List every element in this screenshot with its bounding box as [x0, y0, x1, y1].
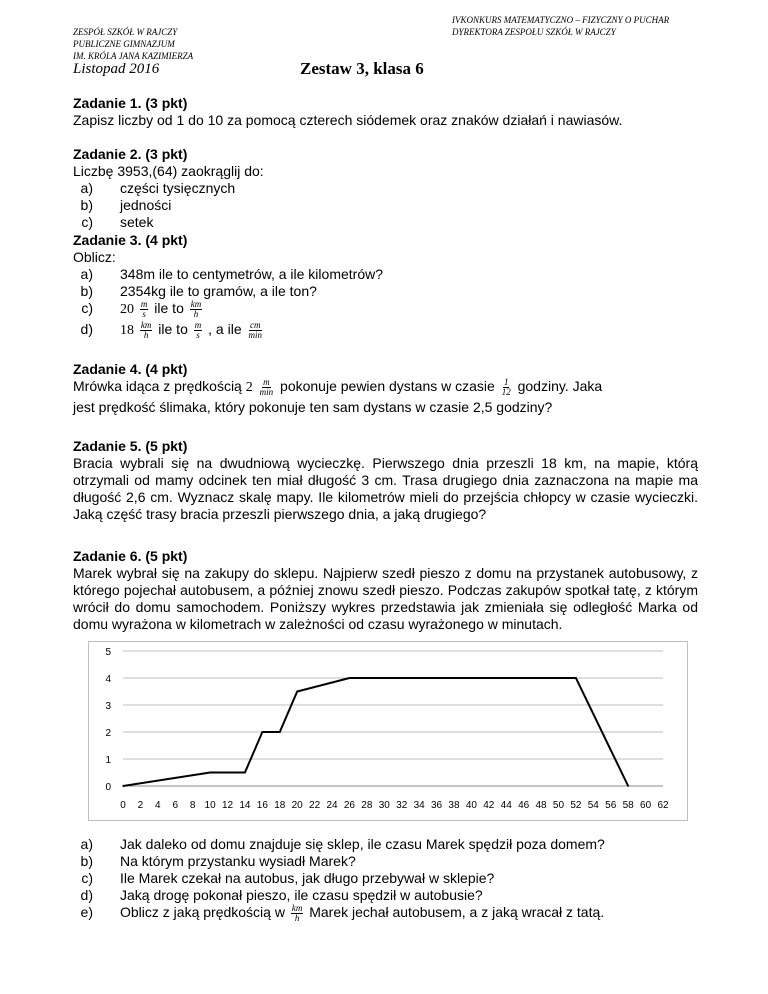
x-tick-label: 48 [535, 800, 547, 811]
x-tick-label: 60 [640, 800, 652, 811]
task-2-text: Liczbę 3953,(64) zaokrąglij do: [73, 163, 264, 179]
list-item: a) części tysięcznych [80, 180, 236, 196]
x-tick-label: 36 [430, 800, 443, 811]
x-tick-label: 4 [155, 800, 161, 811]
data-point [279, 731, 281, 733]
contest-header [452, 14, 669, 38]
x-tick-label: 30 [378, 800, 390, 811]
x-tick-label: 6 [172, 800, 179, 811]
data-point [349, 677, 351, 679]
x-tick-label: 12 [221, 800, 234, 811]
x-tick-label: 8 [189, 800, 196, 811]
task-3-heading: Zadanie 3. (4 pkt) [73, 232, 188, 248]
x-tick-label: 44 [500, 800, 512, 811]
list-item: b) 2354kg ile to gramów, a ile ton? [80, 283, 317, 299]
x-tick-label: 56 [605, 800, 617, 811]
task-6 [73, 548, 698, 633]
list-item: a) Jak daleko od domu znajduje się sklep, ile czasu Marek spędził poza domem? [80, 836, 605, 852]
task-4-line-2: jest prędkość ślimaka, który pokonuje ten sam dystans w czasie 2,5 godziny? [73, 399, 553, 415]
school-line-1: ZESPÓŁ SZKÓŁ W RAJCZY [73, 27, 178, 37]
chart-frame [89, 642, 688, 821]
x-tick-label: 24 [326, 800, 338, 811]
task-6-text: Marek wybrał się na zakupy do sklepu. Najpierw szedł pieszo z domu na przystanek autobusowy, z którego pojechał autobusem, a później znowu szedł pieszo. Podczas zakupów spotkał tatę, z którym wrócił do domu samochodem. Poniższy wykres przedstawia jak zmieniała się odległość Marka od domu wyrażona w kilometrach w zależności od czasu wyrażonego w minutach. [73, 565, 698, 632]
y-tick-label: 3 [105, 701, 111, 712]
x-tick-label: 26 [343, 800, 356, 811]
list-item: c) 20 $\frac{m}{s}$ ile to $\frac{km}{h}$ [81, 299, 202, 319]
x-tick-label: 20 [291, 800, 303, 811]
list-item: a) 348m ile to centymetrów, a ile kilometrów? [80, 266, 383, 282]
list-item: e) Oblicz z jaką prędkością w $\frac{km}{h}$ Marek jechał autobusem, a z jaką wracał z tatą. [80, 903, 605, 923]
y-tick-label: 5 [105, 647, 111, 658]
task-2-list [73, 180, 698, 231]
x-tick-label: 10 [204, 800, 216, 811]
task-2-heading: Zadanie 2. (3 pkt) [73, 146, 188, 162]
contest-line-2: DYREKTORA ZESPOŁU SZKÓŁ W RAJCZY [452, 27, 616, 37]
task-4-line-1: Mrówka idąca z prędkością 2 $\frac{m}{\min}$ pokonuje pewien dystans w czasie $\frac{1}{12}$ godziny. Jaka [73, 377, 603, 397]
data-point [122, 785, 124, 787]
x-tick-label: 2 [137, 800, 144, 811]
x-tick-label: 54 [587, 800, 599, 811]
data-point [209, 772, 211, 774]
x-tick-label: 52 [570, 800, 582, 811]
x-tick-label: 16 [256, 800, 268, 811]
school-header [73, 26, 193, 62]
task-1-heading: Zadanie 1. (3 pkt) [73, 95, 188, 111]
task-6-heading: Zadanie 6. (5 pkt) [73, 548, 188, 564]
list-item: d) Jaką drogę pokonał pieszo, ile czasu spędził w autobusie? [80, 887, 483, 903]
y-tick-label: 1 [105, 755, 111, 766]
x-tick-label: 42 [483, 800, 495, 811]
y-tick-label: 4 [105, 674, 111, 685]
data-point [627, 785, 629, 787]
x-tick-label: 18 [274, 800, 286, 811]
list-item: d) 18 $\frac{km}{h}$ ile to $\frac{m}{s}$ , a ile $\frac{cm}{\min}$ [80, 320, 262, 340]
distance-time-chart [88, 641, 688, 821]
task-3-list [73, 266, 698, 342]
x-tick-label: 62 [657, 800, 669, 811]
list-item: c) setek [81, 214, 154, 230]
list-item: c) Ile Marek czekał na autobus, jak długo przebywał w sklepie? [81, 870, 495, 886]
x-tick-label: 34 [413, 800, 425, 811]
data-point [296, 691, 298, 693]
list-item: b) Na którym przystanku wysiadł Marek? [80, 853, 356, 869]
x-tick-label: 32 [396, 800, 408, 811]
x-tick-label: 40 [465, 800, 477, 811]
page-title: Zestaw 3, klasa 6 [300, 59, 424, 78]
list-item: b) jedności [80, 197, 172, 213]
x-tick-label: 50 [552, 800, 565, 811]
y-tick-label: 0 [105, 782, 111, 793]
task-1-text: Zapisz liczby od 1 do 10 za pomocą czterech siódemek oraz znaków działań i nawiasów. [73, 112, 623, 128]
y-tick-label: 2 [105, 728, 111, 739]
task-5 [73, 438, 698, 523]
x-tick-label: 28 [361, 800, 373, 811]
date: Listopad 2016 [73, 61, 160, 77]
task-5-text: Bracia wybrali się na dwudniową wycieczkę. Pierwszego dnia przeszli 18 km, na mapie, którą otrzymali od mamy odcinek ten miał długość 3 cm. Trasa drugiego dnia zaznaczona na mapie ma długość 2,6 cm. Wyznacz skalę mapy. Ile kilometrów mieli do przejścia chłopcy w czasie wycieczki. Jaką część trasy bracia przeszli pierwszego dnia, a jaką drugiego? [73, 455, 698, 522]
task-1 [73, 95, 698, 129]
x-tick-label: 0 [120, 800, 126, 811]
x-tick-label: 22 [309, 800, 321, 811]
task-4-heading: Zadanie 4. (4 pkt) [73, 361, 188, 377]
data-point [244, 772, 246, 774]
x-tick-label: 38 [448, 800, 460, 811]
school-line-3: IM. KRÓLA JANA KAZIMIERZA [73, 51, 194, 61]
school-line-2: PUBLICZNE GIMNAZJUM [73, 39, 175, 49]
x-tick-label: 58 [622, 800, 634, 811]
task-4 [73, 361, 698, 416]
x-tick-label: 46 [518, 800, 530, 811]
task-6-questions [73, 836, 713, 925]
data-point [262, 731, 264, 733]
task-5-heading: Zadanie 5. (5 pkt) [73, 438, 188, 454]
task-2 [73, 146, 698, 231]
data-point [575, 677, 577, 679]
contest-line-1: IVKONKURS MATEMATYCZNO – FIZYCZNY O PUCHAR [452, 15, 670, 25]
x-tick-label: 14 [239, 800, 251, 811]
task-3 [73, 232, 698, 342]
task-3-intro: Oblicz: [73, 249, 116, 265]
